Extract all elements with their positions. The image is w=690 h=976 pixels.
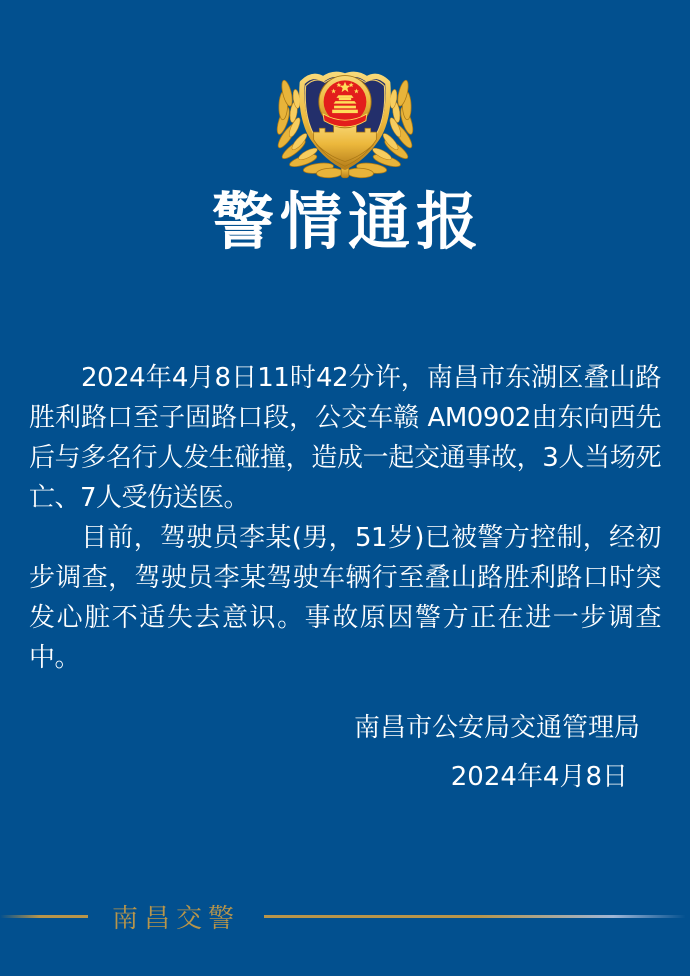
footer-left-rule: [0, 915, 88, 918]
signature-block: [354, 704, 640, 802]
signature-organization: 南昌市公安局交通管理局: [353, 713, 640, 743]
police-badge-icon: [269, 50, 421, 180]
signature-date: 2024年4月8日: [450, 762, 628, 792]
notice-body: [29, 358, 661, 678]
footer-banner: [0, 900, 690, 932]
notice-paragraph-2: 目前，驾驶员李某(男，51岁)已被警方控制，经初步调查，驾驶员李某驾驶车辆行至叠山路胜利路口时突发心脏不适失去意识。事故原因警方正在进一步调查中。: [29, 523, 661, 673]
notice-paragraph-1: 2024年4月8日11时42分许，南昌市东湖区叠山路胜利路口至子固路口段，公交车赣 AM0902由东向西先后与多名行人发生碰撞，造成一起交通事故，3人当场死亡、7人受伤送医。: [29, 363, 661, 513]
police-badge: [269, 50, 421, 180]
footer-right-rule: [264, 915, 690, 918]
footer-brand-label: 南昌交警: [112, 903, 241, 934]
notice-title: 警情通报: [211, 185, 484, 258]
